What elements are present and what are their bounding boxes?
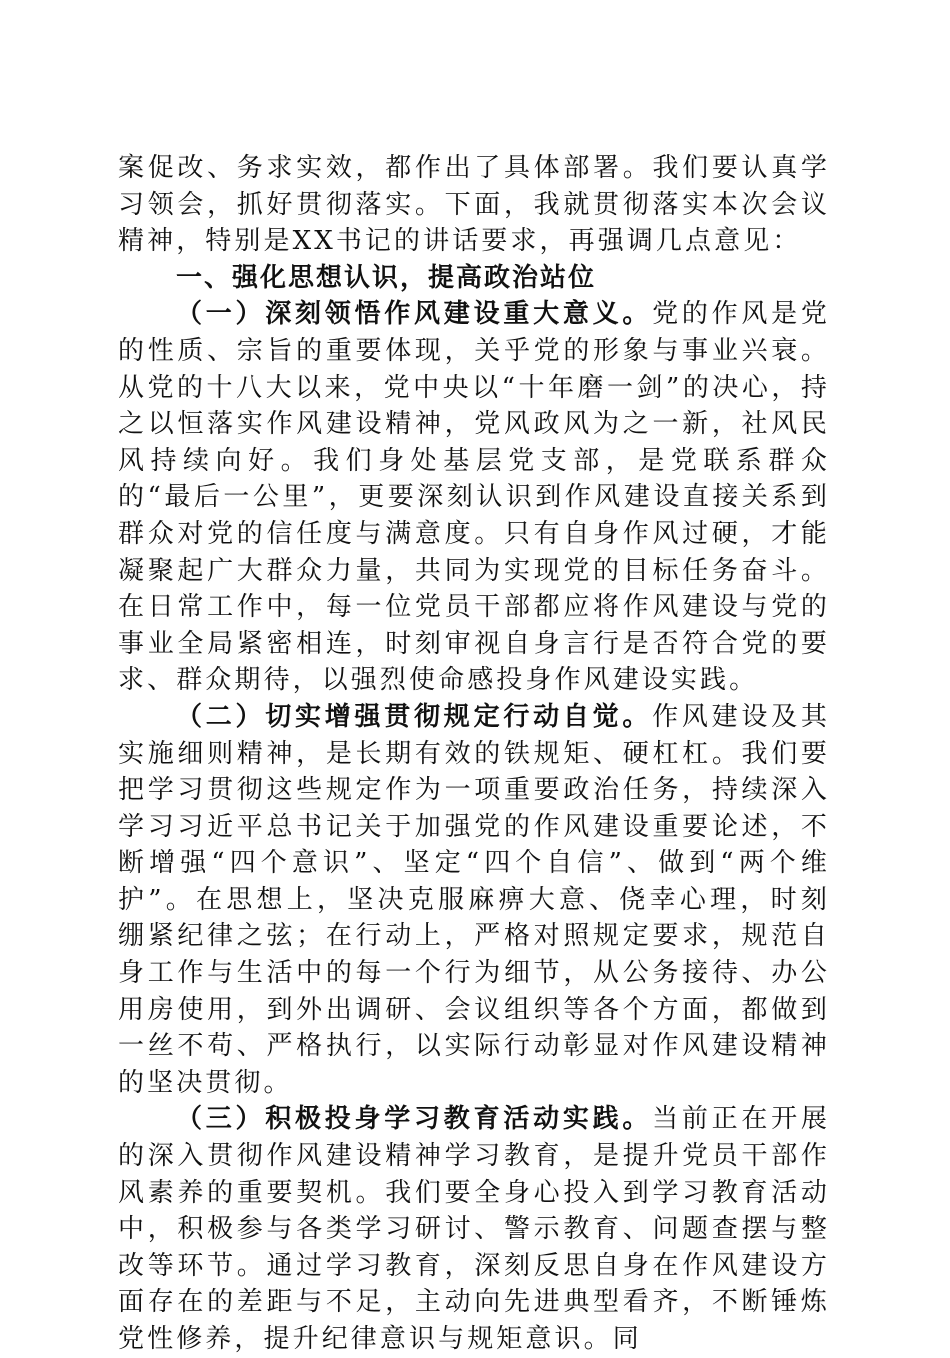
paragraph-3-subtitle: （三）积极投身学习教育活动实践。 (176, 1104, 653, 1135)
paragraph-1-subtitle: （一）深刻领悟作风建设重大意义。 (176, 299, 653, 330)
paragraph-2-subtitle: （二）切实增强贯彻规定行动自觉。 (176, 701, 653, 732)
section-heading-1: 一、强化思想认识，提高政治站位 (176, 262, 597, 293)
intro-continuation: 案促改、务求实效，都作出了具体部署。我们要认真学习领会，抓好贯彻落实。下面，我就贯彻落实本次会议精神，特别是XX书记的讲话要求，再强调几点意见： (118, 153, 830, 257)
paragraph-2-body: 作风建设及其实施细则精神，是长期有效的铁规矩、硬杠杠。我们要把学习贯彻这些规定作为一项重要政治任务，持续深入学习习近平总书记关于加强党的作风建设重要论述，不断增强“四个意识”、坚定“四个自信”、做到“两个维护”。在思想上，坚决克服麻痹大意、侥幸心理，时刻绷紧纪律之弦；在行动上，严格对照规定要求，规范自身工作与生活中的每一个行为细节，从公务接待、办公用房使用，到外出调研、会议组织等各个方面，都做到一丝不苟、严格执行，以实际行动彰显对作风建设精神的坚决贯彻。 (118, 701, 830, 1098)
document-page (118, 150, 830, 1358)
paragraph-1 (118, 296, 830, 699)
paragraph-1-body: 党的作风是党的性质、宗旨的重要体现，关乎党的形象与事业兴衰。从党的十八大以来，党中央以“十年磨一剑”的决心，持之以恒落实作风建设精神，党风政风为之一新，社风民风持续向好。我们身处基层党支部，是党联系群众的“最后一公里”，更要深刻认识到作风建设直接关系到群众对党的信任度与满意度。只有自身作风过硬，才能凝聚起广大群众力量，共同为实现党的目标任务奋斗。在日常工作中，每一位党员干部都应将作风建设与党的事业全局紧密相连，时刻审视自身言行是否符合党的要求、群众期待，以强烈使命感投身作风建设实践。 (118, 299, 830, 696)
paragraph-2 (118, 699, 830, 1102)
paragraph-3-body: 当前正在开展的深入贯彻作风建设精神学习教育，是提升党员干部作风素养的重要契机。我们要全身心投入到学习教育活动中，积极参与各类学习研讨、警示教育、问题查摆与整改等环节。通过学习教育，深刻反思自身在作风建设方面存在的差距与不足，主动向先进典型看齐，不断锤炼党性修养，提升纪律意识与规矩意识。同 (118, 1104, 830, 1354)
paragraph-3 (118, 1101, 830, 1357)
